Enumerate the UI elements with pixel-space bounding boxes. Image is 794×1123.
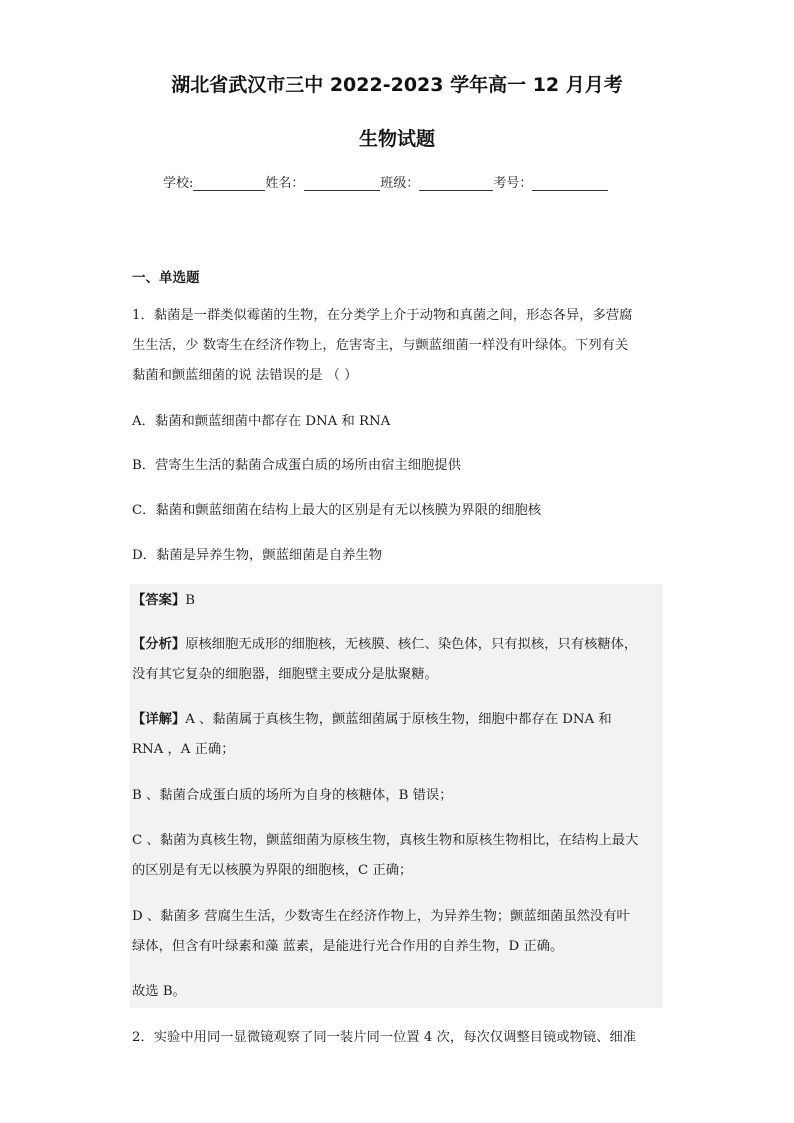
- school-label: 学校:: [163, 176, 194, 191]
- analysis-text: 原核细胞无成形的细胞核，无核膜、核仁、染色体，只有拟核，只有核糖体，: [185, 637, 638, 652]
- exam-number-label: 考号：: [493, 176, 533, 191]
- analysis-label: 【分析】: [132, 637, 186, 652]
- detail-text: A 、黏菌属于真核生物，颤蓝细菌属于原核生物，细胞中都存在 DNA 和: [185, 712, 612, 727]
- q1-stem-line: 生生活，少 数寄生在经济作物上，危害寄主，与颤蓝细菌一样没有叶绿体。下列有关: [132, 338, 629, 353]
- school-blank[interactable]: [193, 178, 265, 191]
- exam-title: 湖北省武汉市三中 2022-2023 学年高一 12 月月考: [171, 74, 623, 96]
- q1-detail-line: B 、黏菌合成蛋白质的场所为自身的核糖体，B 错误；: [132, 788, 453, 803]
- q1-detail-line: 绿体，但含有叶绿素和藻 蓝素，是能进行光合作用的自养生物，D 正确。: [132, 939, 564, 954]
- name-label: 姓名：: [265, 176, 305, 191]
- q1-detail-line: RNA ，A 正确；: [132, 742, 235, 757]
- answer-value: B: [185, 593, 195, 608]
- q1-detail-line: [132, 713, 612, 726]
- exam-number-blank[interactable]: [532, 178, 608, 191]
- class-blank[interactable]: [419, 178, 493, 191]
- q1-stem-line: 黏菌和颤蓝细菌的说 法错误的是 （ ）: [132, 368, 358, 383]
- q1-conclusion: 故选 B。: [132, 984, 186, 999]
- q1-detail-line: C 、黏菌为真核生物，颤蓝细菌为原核生物，真核生物和原核生物相比，在结构上最大: [132, 833, 639, 848]
- class-label: 班级：: [380, 176, 420, 191]
- exam-subtitle: 生物试题: [358, 128, 435, 150]
- q1-analysis-line: 没有其它复杂的细胞器，细胞壁主要成分是肽聚糖。: [132, 667, 438, 682]
- q1-option-c: C．黏菌和颤蓝细菌在结构上最大的区别是有无以核膜为界限的细胞核: [132, 503, 542, 518]
- q1-detail-line: 的区别是有无以核膜为界限的细胞核，C 正确；: [132, 863, 413, 878]
- answer-label: 【答案】: [132, 593, 186, 608]
- q1-option-b: B．营寄生生活的黏菌合成蛋白质的场所由宿主细胞提供: [132, 458, 461, 473]
- q1-stem-line: 1．黏菌是一群类似霉菌的生物，在分类学上介于动物和真菌之间，形态各异，多营腐: [132, 308, 633, 323]
- section-heading: 一、单选题: [132, 270, 200, 286]
- q2-stem-line: 2．实验中用同一显微镜观察了同一装片同一位置 4 次，每次仅调整目镜或物镜、细准: [132, 1030, 637, 1045]
- student-info-line: [163, 172, 608, 191]
- q1-analysis-line: [132, 638, 637, 651]
- q1-option-d: D．黏菌是异养生物，颤蓝细菌是自养生物: [132, 548, 383, 563]
- q1-answer: [132, 594, 195, 607]
- detail-label: 【详解】: [132, 712, 186, 727]
- name-blank[interactable]: [304, 178, 380, 191]
- q1-option-a: A．黏菌和颤蓝细菌中都存在 DNA 和 RNA: [132, 414, 391, 429]
- q1-detail-line: D 、黏菌多 营腐生生活，少数寄生在经济作物上，为异养生物；颤蓝细菌虽然没有叶: [132, 909, 630, 924]
